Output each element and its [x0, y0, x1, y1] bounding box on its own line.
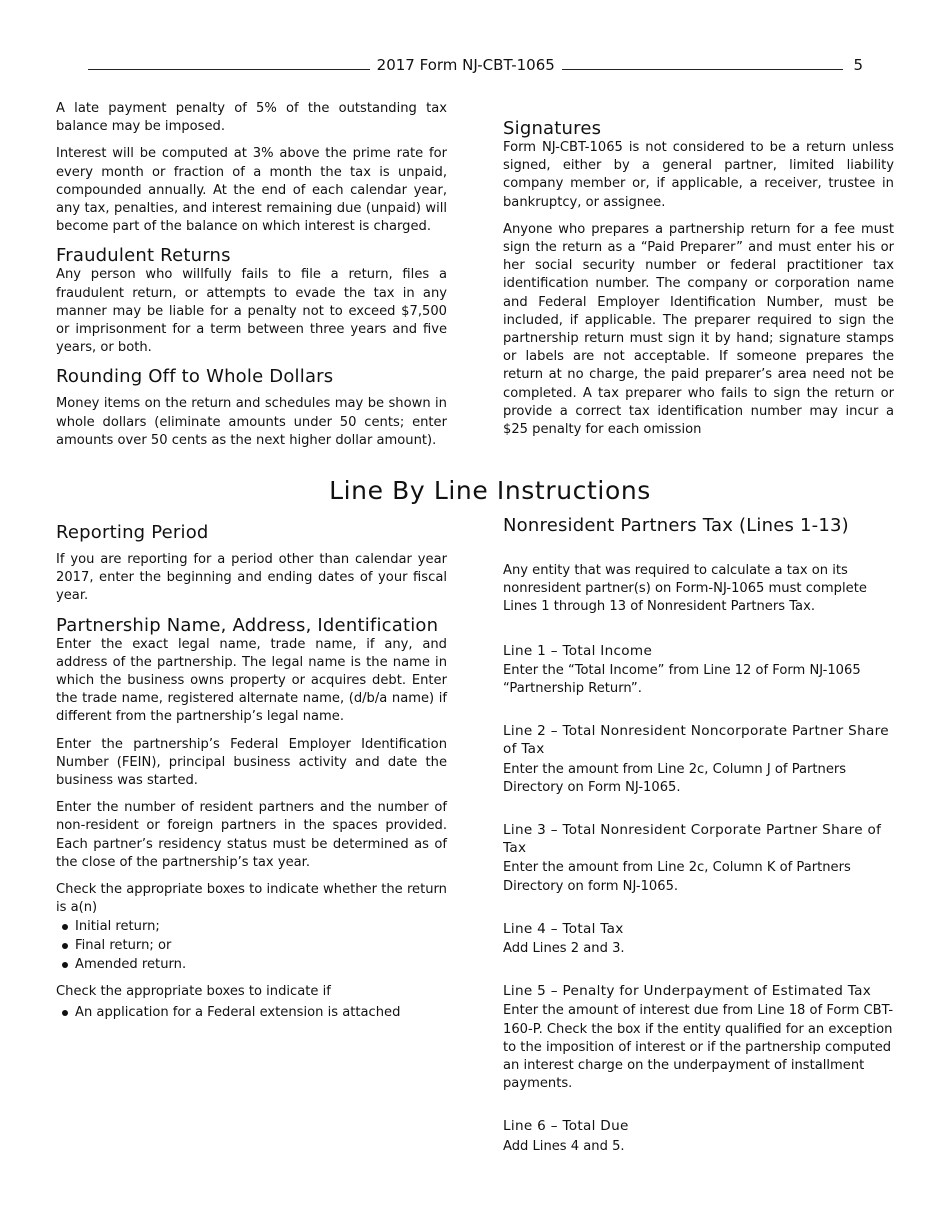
return-type-list	[56, 917, 447, 974]
bullet-icon	[62, 924, 68, 930]
late-penalty-text: A late payment penalty of 5% of the outstanding tax balance may be imposed.	[56, 101, 447, 135]
list-item: Final return; or	[56, 936, 447, 955]
extension-list	[56, 1003, 447, 1022]
line-5-text: Enter the amount of interest due from Line 18 of Form CBT-160-P. Check the box if the entity qualified for an exception to the imposition of interest or if the partnership computed an interest charge on the underpayment of installment payments.	[503, 1003, 894, 1092]
interest-text: Interest will be computed at 3% above the prime rate for every month or fraction of a month the tax is unpaid, compounded annually. At the end of each calendar year, any tax, penalties, and interest remaining due (unpaid) will become part of the balance on which interest is charged.	[56, 146, 447, 235]
form-title: 2017 Form NJ-CBT-1065	[376, 56, 555, 74]
right-column-top	[503, 118, 894, 448]
page-header	[88, 56, 863, 74]
line-4-heading: Line 4 – Total Tax	[503, 920, 624, 937]
check-return-type-text: Check the appropriate boxes to indicate whether the return is a(n)	[56, 882, 447, 916]
line-3-heading: Line 3 – Total Nonresident Corporate Partner Share of Tax	[503, 822, 882, 857]
list-item: An application for a Federal extension is attached	[56, 1003, 447, 1022]
line-2-heading: Line 2 – Total Nonresident Noncorporate Partner Share of Tax	[503, 723, 889, 758]
signatures-text: Form NJ-CBT-1065 is not considered to be a return unless signed, either by a general partner, limited liability company member or, if applicable, a receiver, trustee in bankruptcy, or assignee.	[503, 140, 894, 210]
line-3-text: Enter the amount from Line 2c, Column K of Partners Directory on form NJ-1065.	[503, 860, 851, 894]
reporting-period-text: If you are reporting for a period other than calendar year 2017, enter the beginning and ending dates of your fiscal year.	[56, 552, 447, 604]
bullet-icon	[62, 962, 68, 968]
line-4-text: Add Lines 2 and 3.	[503, 941, 625, 957]
right-column-bottom	[503, 515, 894, 1165]
line-6-heading: Line 6 – Total Due	[503, 1118, 629, 1135]
list-item: Amended return.	[56, 955, 447, 974]
nonresident-heading: Nonresident Partners Tax (Lines 1-13)	[503, 515, 849, 536]
partners-text: Enter the number of resident partners and the number of non-resident or foreign partners in the spaces provided. Each partner’s residency status must be determined as of the close of the partnership’s tax year.	[56, 800, 447, 870]
list-item: Initial return;	[56, 917, 447, 936]
line-2-text: Enter the amount from Line 2c, Column J of Partners Directory on Form NJ-1065.	[503, 761, 847, 795]
line-1-text: Enter the “Total Income” from Line 12 of Form NJ-1065 “Partnership Return”.	[503, 662, 861, 697]
section-title: Line By Line Instructions	[329, 476, 651, 505]
line-6-text: Add Lines 4 and 5.	[503, 1138, 625, 1154]
line-1-heading: Line 1 – Total Income	[503, 642, 653, 659]
left-column-bottom	[56, 522, 447, 1031]
partnership-name-heading: Partnership Name, Address, Identification	[56, 614, 439, 636]
header-rule-right	[562, 69, 844, 70]
line-5-heading: Line 5 – Penalty for Underpayment of Estimated Tax	[503, 983, 872, 1000]
paid-preparer-text: Anyone who prepares a partnership return for a fee must sign the return as a “Paid Preparer” and must enter his or her social security number or federal practitioner tax identification number. The company or corporation name and Federal Employer Identification Number, must be included, if applicable. The preparer required to sign the partnership return must sign it by hand; signature stamps or labels are not acceptable. If someone prepares the return at no charge, the paid preparer’s area need not be completed. A tax preparer who fails to sign the return or provide a correct tax identification number may incur a $25 penalty for each omission	[503, 221, 894, 438]
bullet-icon	[62, 943, 68, 949]
page-number: 5	[853, 56, 864, 74]
header-rule-left	[88, 69, 370, 70]
signatures-heading: Signatures	[503, 118, 602, 139]
rounding-text: Money items on the return and schedules may be shown in whole dollars (eliminate amounts under 50 cents; enter amounts over 50 cents as the next higher dollar amount).	[56, 396, 447, 448]
reporting-period-heading: Reporting Period	[56, 522, 209, 543]
nonresident-intro: Any entity that was required to calculate a tax on its nonresident partner(s) on Form-NJ-1065 must complete Lines 1 through 13 of Nonresident Partners Tax.	[503, 563, 867, 615]
fraudulent-returns-heading: Fraudulent Returns	[56, 245, 231, 267]
fraudulent-returns-text: Any person who willfully fails to file a return, files a fraudulent return, or attempts to evade the tax in any manner may be liable for a penalty not to exceed $7,500 or imprisonment for a term between three years and five years, or both.	[56, 267, 447, 356]
fein-text: Enter the partnership’s Federal Employer Identification Number (FEIN), principal business activity and date the business was started.	[56, 736, 447, 789]
rounding-heading: Rounding Off to Whole Dollars	[56, 366, 334, 388]
left-column-top	[56, 100, 447, 459]
bullet-icon	[62, 1010, 68, 1016]
check-extension-text: Check the appropriate boxes to indicate if	[56, 984, 331, 1000]
partnership-name-text: Enter the exact legal name, trade name, if any, and address of the partnership. The legal name is the name in which the business owns property or acquires debt. Enter the trade name, registered alternate name, (d/b/a name) if different from the partnership’s legal name.	[56, 636, 447, 725]
